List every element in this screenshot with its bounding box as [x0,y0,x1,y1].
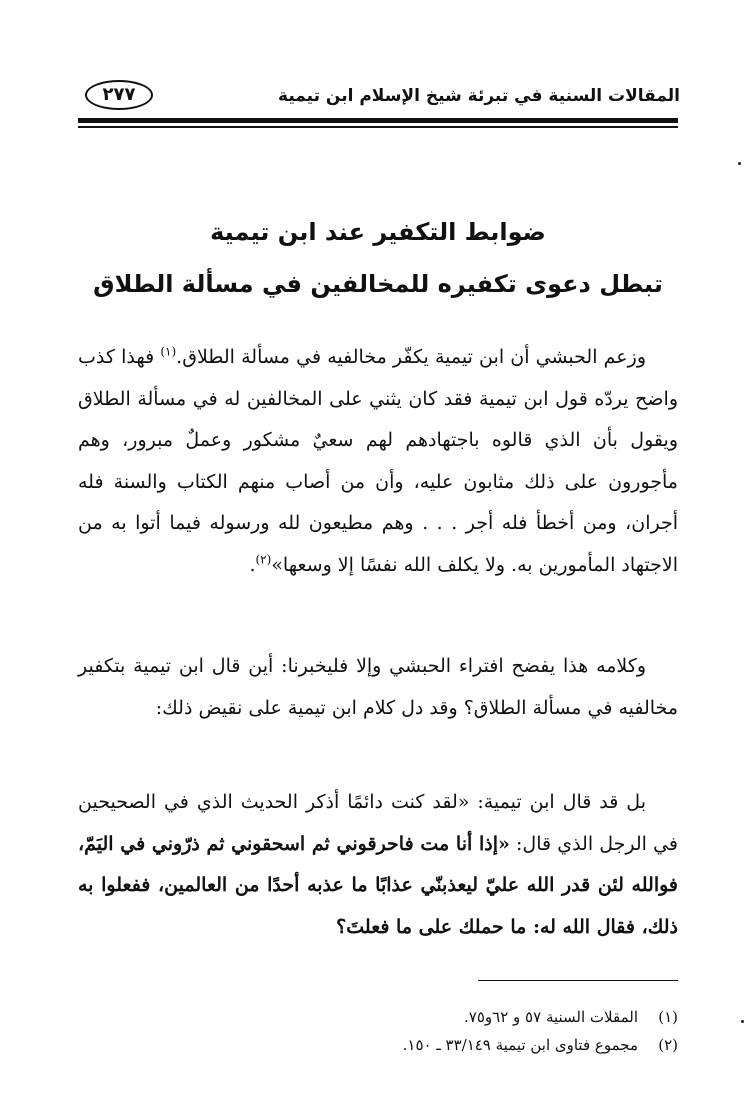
paragraph-2 [78,646,678,729]
paragraph-1 [78,337,678,586]
paragraph-2-text: وكلامه هذا يفضح افتراء الحبشي وإلا فليخبرنا: أين قال ابن تيمية بتكفير مخالفيه في مسألة الطلاق؟ وقد دل كلام ابن تيمية على نقيض ذلك: [78,655,678,719]
running-header [85,80,680,116]
paragraph-3 [78,782,678,948]
paragraph-1-text-a: وزعم الحبشي أن ابن تيمية يكفّر مخالفيه في مسألة الطلاق. [176,346,646,368]
footnote-number: (٢) [658,1036,678,1054]
footnote-text: مجموع فتاوى ابن تيمية ٣٣/١٤٩ ـ ١٥٠. [402,1036,638,1054]
footnote-item [78,1003,678,1031]
footnote-item [78,1031,678,1059]
footnote-separator [478,980,678,981]
header-title: المقالات السنية في تبرئة شيخ الإسلام ابن تيمية [278,86,680,106]
footnote-ref-2: (٢) [255,552,272,567]
footnotes [78,1003,678,1059]
scan-speck [738,162,741,165]
paragraph-1-text-b: فهذا كذب واضح يردّه قول ابن تيمية فقد كان يثني على المخالفين له في مسألة الطلاق ويقول بأن الذي قالوه باجتهادهم لهم سعيٌ مشكور وعملٌ مبرور، وهم مأجورون على ذلك مثابون عليه، وأن من أصاب منهم الكتاب والسنة فله أجران، ومن أخطأ فله أجر . . . وهم مطيعون لله ورسوله فيما أتوا به من الاجتهاد المأمورين به. ولا يكلف الله نفسًا إلا وسعها» [78,346,678,576]
header-rule-thin [78,126,678,128]
footnote-text: المقلات السنية ٥٧ و ٦٢و٧٥. [463,1008,638,1026]
header-rule-thick [78,118,678,123]
scan-speck [741,1020,744,1023]
paragraph-3-quote: «إذا أنا مت فاحرقوني ثم اسحقوني ثم ذرّوني في اليَمّ، فوالله لئن قدر الله عليّ ليعذبنّي عذابًا ما عذبه أحدًا من العالمين، ففعلوا به ذلك، فقال الله له: ما حملك على ما فعلتَ؟ [78,832,678,938]
chapter-subheading: تبطل دعوى تكفيره للمخالفين في مسألة الطلاق [93,270,663,298]
footnote-number: (١) [658,1008,678,1026]
paragraph-3-text-a: بل قد قال ابن تيمية: «لقد كنت دائمًا أذكر الحديث الذي في الصحيحين في الرجل الذي قال: [78,791,678,855]
footnote-ref-1: (١) [160,344,177,359]
page-number: ٢٧٧ [85,80,153,110]
chapter-heading: ضوابط التكفير عند ابن تيمية [210,218,546,246]
paragraph-1-end: . [249,553,256,576]
